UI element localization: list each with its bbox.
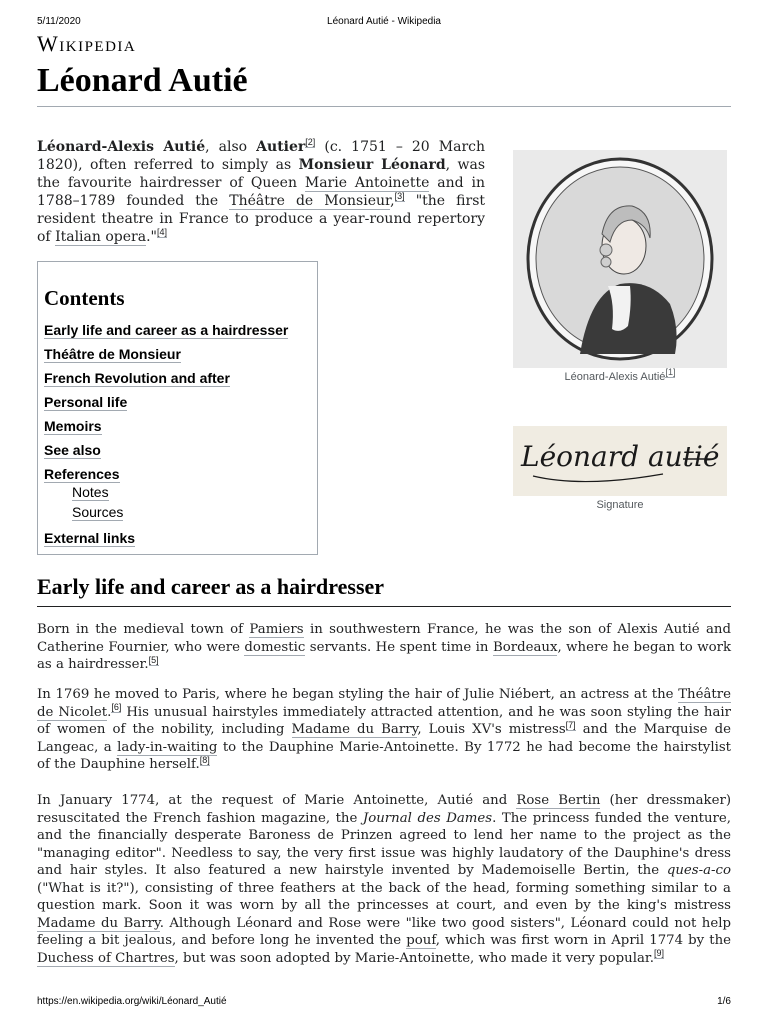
para-text: and the Marquise de Langeac, a xyxy=(37,722,731,755)
paragraph-3 xyxy=(37,792,731,967)
link-duchess-of-chartres[interactable]: Duchess of Chartres xyxy=(37,950,175,966)
toc-subitem-sources[interactable]: Sources xyxy=(72,504,124,520)
lead-text: and in 1788–1789 founded the xyxy=(37,175,485,209)
para-text: . Although Léonard and Rose were "like two good sisters", Léonard could not help feeling a bit jealous, and before long he invented the xyxy=(37,915,731,948)
toc-item-french-revolution[interactable]: French Revolution and after xyxy=(44,370,230,386)
page-number: 1/6 xyxy=(717,996,731,1007)
para-text: In January 1774, at the request of Marie Antoinette, Autié and xyxy=(37,793,517,808)
toc-item-external-links[interactable]: External links xyxy=(44,530,136,546)
citation-9[interactable]: [9] xyxy=(654,948,665,959)
paragraph-2 xyxy=(37,686,731,774)
toc-item-references[interactable]: References xyxy=(44,466,120,482)
citation-8[interactable]: [8] xyxy=(199,754,210,765)
citation-6[interactable]: [6] xyxy=(111,702,122,713)
para-text: In 1769 he moved to Paris, where he began styling the hair of Julie Niébert, an actress at the xyxy=(37,687,679,702)
print-url: https://en.wikipedia.org/wiki/Léonard_Autié xyxy=(37,996,227,1007)
citation-1[interactable]: [1] xyxy=(665,367,676,378)
para-text: (her dressmaker) resuscitated the French fashion magazine, the xyxy=(37,793,732,826)
signature-illustration-icon xyxy=(513,426,727,496)
lead-full-name: Léonard-Alexis Autié xyxy=(37,139,206,155)
citation-7[interactable]: [7] xyxy=(565,719,576,730)
table-of-contents xyxy=(37,261,318,555)
toc-item-theatre[interactable]: Théâtre de Monsieur xyxy=(44,346,181,362)
para-text: , where he began to work as a hairdresser. xyxy=(37,639,732,672)
portrait-caption xyxy=(513,367,727,383)
para-text: to the Dauphine Marie-Antoinette. By 1772 he had become the hairstylist of the Dauphine herself. xyxy=(37,739,731,772)
para-text: , but was soon adopted by Marie-Antoinette, who made it very popular. xyxy=(174,950,655,966)
toc-item-personal-life[interactable]: Personal life xyxy=(44,394,128,410)
print-page-title: Léonard Autié - Wikipedia xyxy=(327,16,441,27)
link-domestic[interactable]: domestic xyxy=(244,639,306,655)
link-bordeaux[interactable]: Bordeaux xyxy=(492,639,558,655)
lead-paragraph xyxy=(37,138,485,246)
portrait-caption-text: Léonard-Alexis Autié xyxy=(564,371,666,383)
article-title: Léonard Autié xyxy=(37,62,731,107)
signature-image[interactable] xyxy=(513,426,727,496)
toc-item-early-life[interactable]: Early life and career as a hairdresser xyxy=(44,322,289,338)
para-text: Born in the medieval town of xyxy=(37,622,250,637)
para-text: , Louis XV's mistress xyxy=(417,722,566,737)
print-date: 5/11/2020 xyxy=(37,16,81,27)
citation-4[interactable]: [4] xyxy=(156,227,167,238)
lead-text: ." xyxy=(146,229,157,245)
ques-a-co: ques-a-co xyxy=(666,863,731,878)
citation-5[interactable]: [5] xyxy=(148,654,159,665)
link-madame-du-barry-2[interactable]: Madame du Barry xyxy=(37,915,160,931)
link-theatre-de-nicolet[interactable]: Théâtre de Nicolet xyxy=(37,687,731,720)
toc-item-see-also[interactable]: See also xyxy=(44,442,101,458)
portrait-illustration-icon xyxy=(520,154,720,364)
citation-2[interactable]: [2] xyxy=(305,137,316,148)
link-rose-bertin[interactable]: Rose Bertin xyxy=(516,793,601,808)
lead-alt-name: Autier xyxy=(256,139,306,155)
paragraph-1 xyxy=(37,621,731,674)
lead-text: (c. 1751 – 20 March 1820), often referred to simply as xyxy=(37,139,485,173)
toc-item-memoirs[interactable]: Memoirs xyxy=(44,418,102,434)
link-lady-in-waiting[interactable]: lady-in-waiting xyxy=(117,739,218,755)
signature-text: Léonard autié xyxy=(521,440,720,473)
signature-caption: Signature xyxy=(596,499,644,511)
para-text: . xyxy=(107,704,112,720)
link-pamiers[interactable]: Pamiers xyxy=(249,622,304,637)
para-text: His unusual hairstyles immediately attracted attention, and he was soon styling the hair of women of the nobility, including xyxy=(37,704,731,737)
lead-text: "the first resident theatre in France to produce a year-round repertory of xyxy=(37,193,486,245)
lead-text: , was the favourite hairdresser of Queen xyxy=(37,157,485,191)
lead-nickname: Monsieur Léonard xyxy=(298,157,446,173)
journal-des-dames: Journal des Dames xyxy=(362,810,493,826)
citation-3[interactable]: [3] xyxy=(394,191,405,202)
portrait-image[interactable] xyxy=(513,150,727,368)
para-text: ("What is it?"), consisting of three feathers at the back of the head, forming something similar to a question mark. Soon it was worn by all the princesses at court, and even by the king's mistress xyxy=(37,880,731,913)
section-heading-early-life: Early life and career as a hairdresser xyxy=(37,574,731,607)
wikipedia-wordmark[interactable]: Wikipedia xyxy=(37,31,137,56)
lead-text: , also xyxy=(205,139,257,155)
link-marie-antoinette[interactable]: Marie Antoinette xyxy=(304,175,430,191)
para-text: . The princess funded the venture, and the financially desperate Baroness de Prinzen agreed to lend her name to the project as the "managing editor". Needless to say, the very first issue was highly laudatory of the Dauphine's dress and hair styles. It also featured a new hairstyle invented by Mademoiselle Bertin, the xyxy=(37,810,731,878)
para-text: servants. He spent time in xyxy=(305,639,493,655)
toc-title: Contents xyxy=(44,286,125,310)
link-italian-opera[interactable]: Italian opera xyxy=(55,229,147,245)
para-text: in southwestern France, he was the son of Alexis Autié and Catherine Fournier, who were xyxy=(37,622,731,655)
link-pouf[interactable]: pouf xyxy=(406,933,436,948)
lead-text: , xyxy=(390,193,395,209)
link-theatre-de-monsieur[interactable]: Théâtre de Monsieur xyxy=(229,193,391,209)
para-text: , which was first worn in April 1774 by the xyxy=(435,933,731,948)
toc-subitem-notes[interactable]: Notes xyxy=(72,484,109,500)
link-madame-du-barry[interactable]: Madame du Barry xyxy=(291,722,418,737)
